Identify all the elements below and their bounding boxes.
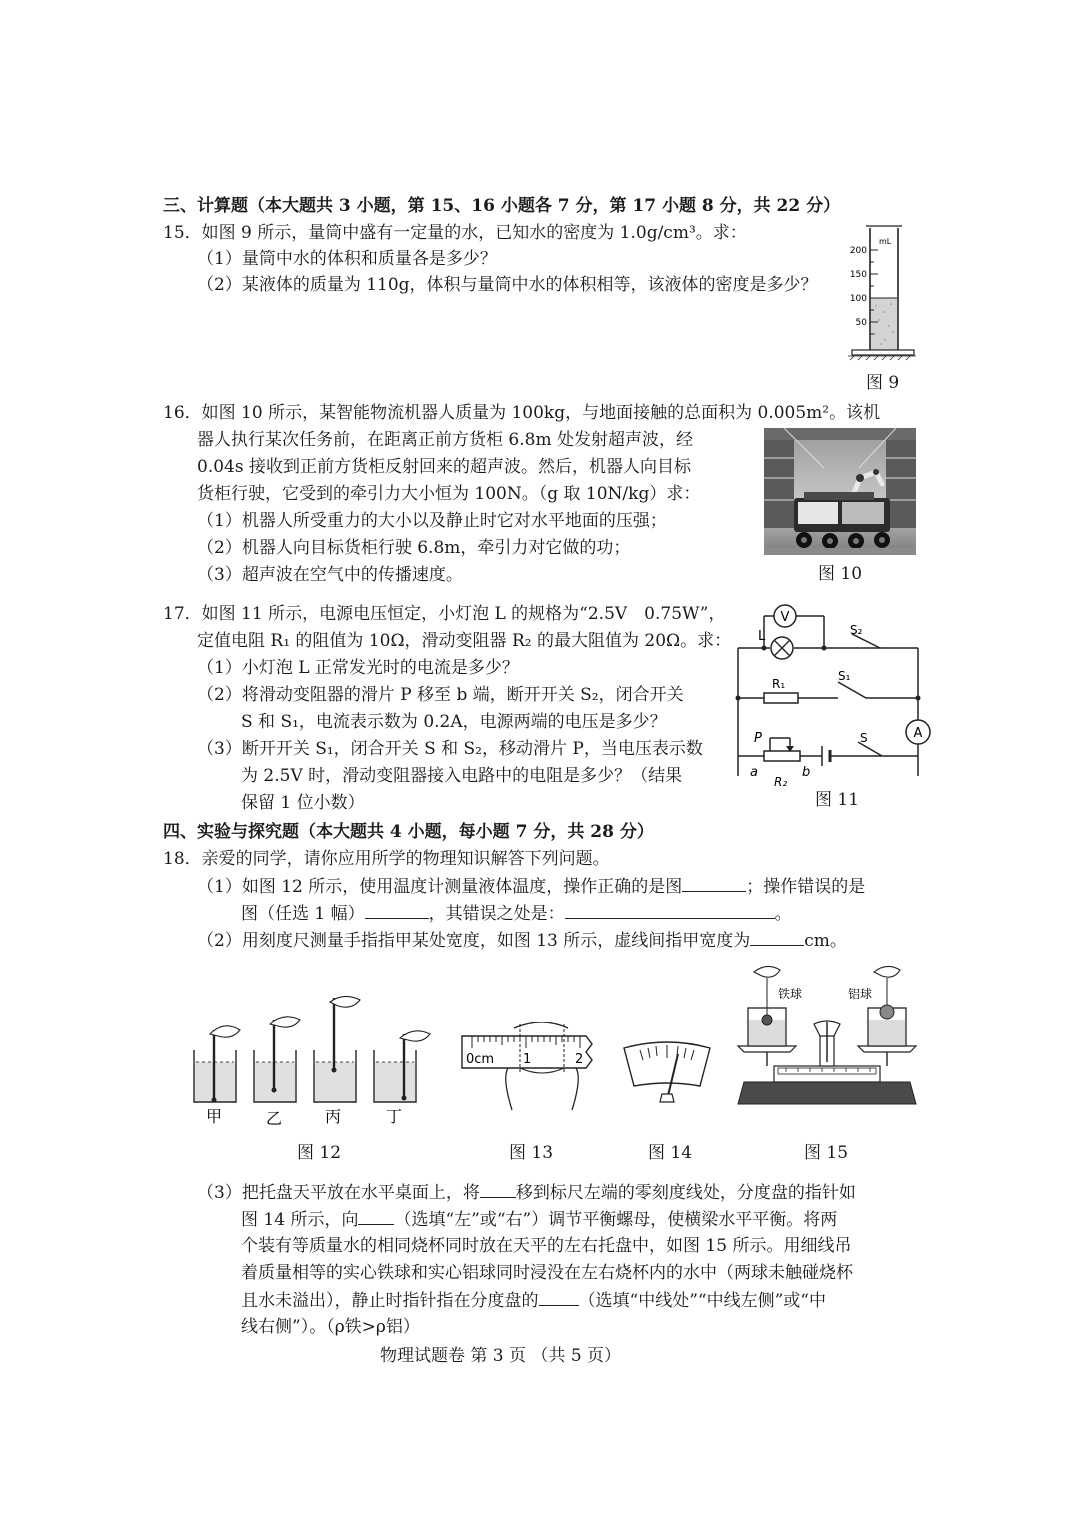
question-18-part-3-line-5b: （选填“中线处”“中线左侧”或“中 <box>578 1291 826 1311</box>
terminal-b-label: b <box>802 765 811 780</box>
question-18-part-1a <box>197 873 865 900</box>
cylinder-tick-100: 100 <box>849 294 867 304</box>
page-footer: 物理试题卷 第 3 页 （共 5 页） <box>380 1346 622 1366</box>
question-18-part-3-line-2a: 图 14 所示，向 <box>241 1210 359 1230</box>
figure-12-caption: 图 12 <box>297 1143 342 1163</box>
figure-11-caption: 图 11 <box>815 790 860 810</box>
question-17-part-1: （1）小灯泡 L 正常发光时的电流是多少？ <box>197 658 519 678</box>
section-heading-calculation: 三、计算题（本大题共 3 小题，第 15、16 小题各 7 分，第 17 小题 8 分，共 22 分） <box>163 196 841 216</box>
iron-ball-label: 铁球 <box>778 987 803 1001</box>
question-18-part-3-line-1b: 移到标尺左端的零刻度线处，分度盘的指针如 <box>515 1183 856 1203</box>
ammeter-label: A <box>913 726 923 741</box>
question-18-stem: 18．亲爱的同学，请你应用所学的物理知识解答下列问题。 <box>163 849 610 869</box>
question-17-part-3a: （3）断开开关 S₁，闭合开关 S 和 S₂，移动滑片 P，当电压表示数 <box>197 739 703 759</box>
question-16-line-1: 16．如图 10 所示，某智能物流机器人质量为 100kg，与地面接触的总面积为 0.005m²。该机 <box>163 403 881 423</box>
question-16-part-2: （2）机器人向目标货柜行驶 6.8m，牵引力对它做的功； <box>197 538 631 558</box>
question-17-part-3c: 保留 1 位小数） <box>241 793 365 813</box>
switch-s2-label: S₂ <box>850 623 863 637</box>
question-18-part-3-line-5a: 且水未溢出），静止时指针指在分度盘的 <box>241 1291 539 1311</box>
answer-blank-rider[interactable] <box>480 1179 516 1198</box>
answer-blank-wrong-figure[interactable] <box>365 900 429 919</box>
cylinder-tick-200: 200 <box>849 246 867 256</box>
beaker-label-yi: 乙 <box>266 1109 283 1128</box>
question-18-part-1a-text: （1）如图 12 所示，使用温度计测量液体温度，操作正确的是图 <box>197 877 683 897</box>
answer-blank-correct-figure[interactable] <box>682 873 746 892</box>
question-18-part-3-line-6: 线右侧”）。（ρ铁>ρ铝） <box>241 1317 420 1337</box>
answer-blank-error-reason[interactable] <box>565 900 775 919</box>
terminal-a-label: a <box>750 765 758 780</box>
question-16-line-3: 0.04s 接收到正前方货柜反射回来的超声波。然后，机器人向目标 <box>197 457 691 477</box>
figure-10-caption: 图 10 <box>818 564 863 584</box>
answer-blank-direction[interactable] <box>358 1206 394 1225</box>
question-15-part-1: （1）量筒中水的体积和质量各是多少？ <box>197 249 497 269</box>
question-16-part-1: （1）机器人所受重力的大小以及静止时它对水平地面的压强； <box>197 511 667 531</box>
question-17-part-2a: （2）将滑动变阻器的滑片 P 移至 b 端，断开开关 S₂，闭合开关 <box>197 685 684 705</box>
figure-13-caption: 图 13 <box>509 1143 554 1163</box>
question-18-part-3-line-2b: （选填“左”或“右”）调节平衡螺母，使横梁水平平衡。将两 <box>394 1210 838 1230</box>
question-18-part-3-line-2 <box>241 1206 837 1233</box>
beaker-label-ding: 丁 <box>386 1107 403 1126</box>
answer-blank-pointer-position[interactable] <box>539 1287 579 1306</box>
circuit-diagram <box>730 600 940 790</box>
question-18-part-3-line-1 <box>197 1179 856 1206</box>
question-17-line-2: 定值电阻 R₁ 的阻值为 10Ω，滑动变阻器 R₂ 的最大阻值为 20Ω。求： <box>197 631 732 651</box>
question-18-part-1b-mid: ，其错误之处是： <box>428 904 565 924</box>
balance-pointer-scale-figure <box>620 1036 714 1108</box>
ruler-label-2: 2 <box>575 1052 584 1067</box>
question-18-part-1a-tail: ；操作错误的是 <box>746 877 866 897</box>
question-15-stem: 15．如图 9 所示，量筒中盛有一定量的水，已知水的密度为 1.0g/cm³。求： <box>163 223 747 243</box>
answer-blank-nail-width[interactable] <box>750 927 804 946</box>
resistor-r1-label: R₁ <box>772 677 786 691</box>
thermometer-beakers-figure <box>184 990 446 1128</box>
question-17-line-1: 17．如图 11 所示，电源电压恒定，小灯泡 L 的规格为“2.5V 0.75W”， <box>163 604 726 624</box>
graduated-cylinder-figure <box>840 222 920 364</box>
ruler-label-1: 1 <box>523 1052 532 1067</box>
ruler-fingernail-figure <box>458 1022 600 1112</box>
rheostat-r2-label: R₂ <box>774 775 788 789</box>
figure-9-caption: 图 9 <box>866 373 900 393</box>
slider-p-label: P <box>754 731 762 746</box>
ruler-label-0cm: 0cm <box>466 1052 495 1067</box>
question-17-part-2b: S 和 S₁，电流表示数为 0.2A，电源两端的电压是多少？ <box>241 712 667 732</box>
question-18-part-2-tail: cm。 <box>804 931 847 951</box>
switch-s1-label: S₁ <box>838 669 851 683</box>
question-18-part-1b-tail: 。 <box>774 904 792 924</box>
question-18-part-1b-text: 图（任选 1 幅） <box>241 904 365 924</box>
logistics-robot-photo <box>764 428 916 555</box>
balance-beakers-figure <box>734 962 920 1112</box>
beaker-label-jia: 甲 <box>206 1107 223 1126</box>
figure-15-caption: 图 15 <box>804 1143 849 1163</box>
question-16-line-4: 货柜行驶，它受到的牵引力大小恒为 100N。（g 取 10N/kg）求： <box>197 484 701 504</box>
switch-s-label: S <box>860 731 868 745</box>
question-18-part-3-line-1a: （3）把托盘天平放在水平桌面上，将 <box>197 1183 480 1203</box>
cylinder-tick-50: 50 <box>855 318 867 328</box>
question-18-part-2-text: （2）用刻度尺测量手指指甲某处宽度，如图 13 所示，虚线间指甲宽度为 <box>197 931 751 951</box>
aluminum-ball-label: 铝球 <box>848 987 873 1001</box>
question-18-part-1b <box>241 900 792 927</box>
question-18-part-3-line-5 <box>241 1287 826 1314</box>
voltmeter-label: V <box>780 610 790 625</box>
question-17-part-3b: 为 2.5V 时，滑动变阻器接入电路中的电阻是多少？（结果 <box>241 766 683 786</box>
question-18-part-3-line-3: 个装有等质量水的相同烧杯同时放在天平的左右托盘中，如图 15 所示。用细线吊 <box>241 1236 852 1256</box>
figure-14-caption: 图 14 <box>648 1143 693 1163</box>
question-18-part-2 <box>197 927 847 954</box>
lamp-label: L <box>758 629 766 644</box>
cylinder-unit-label: mL <box>879 237 892 246</box>
question-16-part-3: （3）超声波在空气中的传播速度。 <box>197 565 463 585</box>
question-15-part-2: （2）某液体的质量为 110g，体积与量筒中水的体积相等，该液体的密度是多少？ <box>197 275 818 295</box>
beaker-label-bing: 丙 <box>325 1107 342 1126</box>
question-18-part-3-line-4: 着质量相等的实心铁球和实心铝球同时浸没在左右烧杯内的水中（两球未触碰烧杯 <box>241 1263 853 1283</box>
section-heading-experiment: 四、实验与探究题（本大题共 4 小题，每小题 7 分，共 28 分） <box>163 822 654 842</box>
cylinder-tick-150: 150 <box>849 270 867 280</box>
question-16-line-2: 器人执行某次任务前，在距离正前方货柜 6.8m 处发射超声波，经 <box>197 430 693 450</box>
